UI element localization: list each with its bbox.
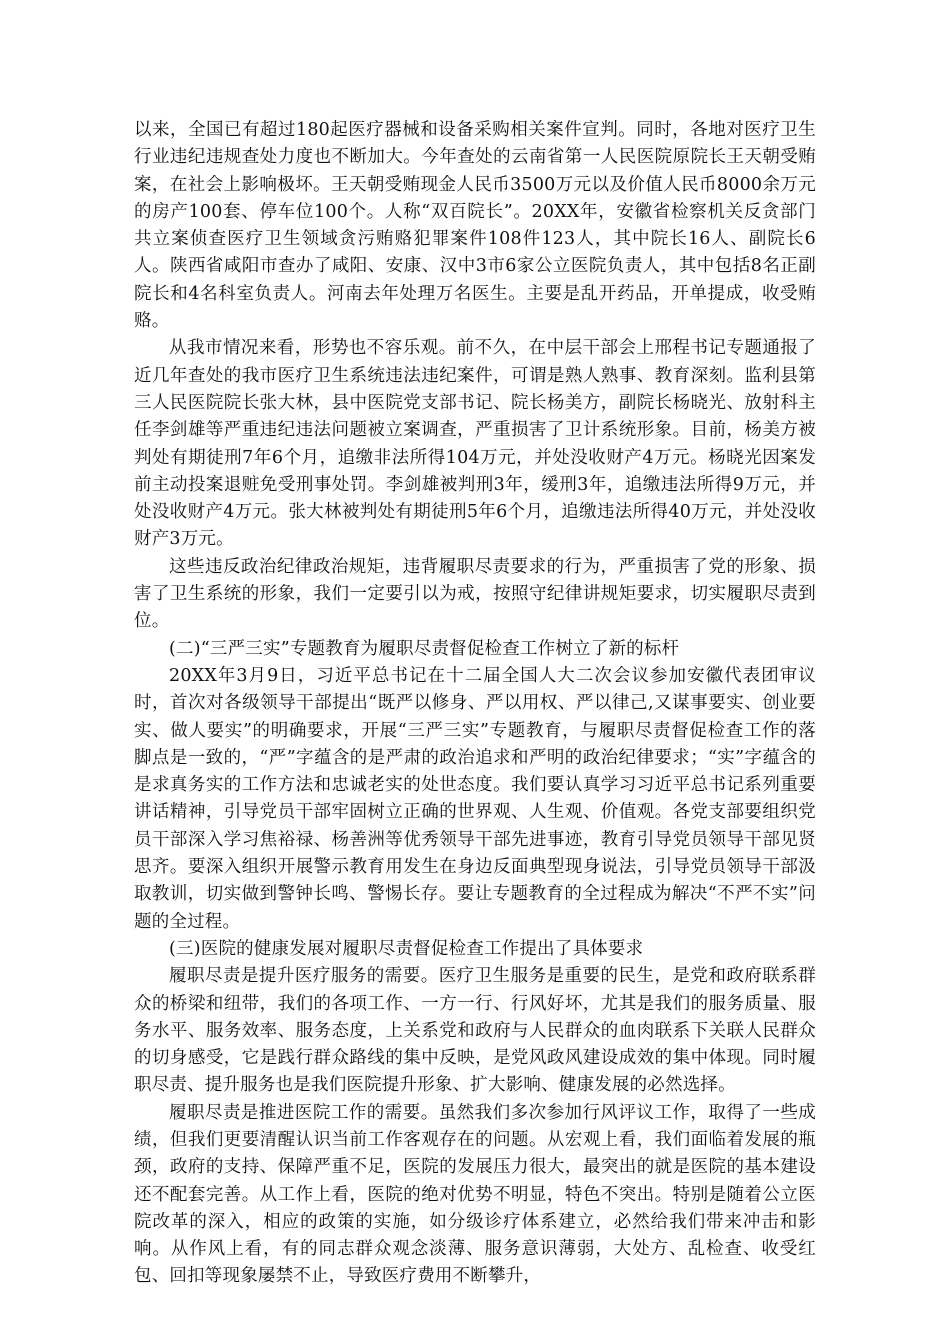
document-page — [134, 117, 816, 1291]
paragraph-medical-service: 履职尽责是提升医疗服务的需要。医疗卫生服务是重要的民生，是党和政府联系群众的桥梁和纽带，我们的各项工作、一方一行、行风好坏，尤其是我们的服务质量、服务水平、服务效率、服务态度，上关系党和政府与人民群众的血肉联系下关联人民群众的切身感受，它是践行群众路线的集中反映，是党风政风建设成效的集中体现。同时履职尽责、提升服务也是我们医院提升形象、扩大影响、健康发展的必然选择。 — [134, 966, 816, 1096]
paragraph-three-strict-three-solid: 20XX年3月9日，习近平总书记在十二届全国人大二次会议参加安徽代表团审议时，首次对各级领导干部提出“既严以修身、严以用权、严以律己,又谋事要实、创业要实、做人要实”的明确要求，开展“三严三实”专题教育，与履职尽责督促检查工作的落脚点是一致的，“严”字蕴含的是严肃的政治追求和严明的政治纪律要求；“实”字蕴含的是求真务实的工作方法和忠诚老实的处世态度。我们要认真学习习近平总书记系列重要讲话精神，引导党员干部牢固树立正确的世界观、人生观、价值观。各党支部要组织党员干部深入学习焦裕禄、杨善洲等优秀领导干部先进事迹，教育引导党员领导干部见贤思齐。要深入组织开展警示教育用发生在身边反面典型现身说法，引导党员领导干部汲取教训，切实做到警钟长鸣、警惕长存。要让专题教育的全过程成为解决“不严不实”问题的全过程。 — [134, 665, 816, 932]
section-heading-three: (三)医院的健康发展对履职尽责督促检查工作提出了具体要求 — [169, 938, 644, 959]
paragraph-local-situation: 从我市情况来看，形势也不容乐观。前不久，在中层干部会上邢程书记专题通报了近几年查处的我市医疗卫生系统违法违纪案件，可谓是熟人熟事、教育深刻。监利县第三人民医院院长张大林，县中医院党支部书记、院长杨美方，副院长杨晓光、放射科主任李剑雄等严重违纪违法问题被立案调查，严重损害了卫计系统形象。目前，杨美方被判处有期徒刑7年6个月，追缴非法所得104万元，并处没收财产4万元。杨晓光因案发前主动投案退赃免受刑事处罚。李剑雄被判刑3年，缓刑3年，追缴违法所得9万元，并处没收财产4万元。张大林被判处有期徒刑5年6个月，追缴违法所得40万元，并处没收财产3万元。 — [134, 338, 816, 550]
paragraph-hospital-work: 履职尽责是推进医院工作的需要。虽然我们多次参加行风评议工作，取得了一些成绩，但我们更要清醒认识当前工作客观存在的问题。从宏观上看，我们面临着发展的瓶颈，政府的支持、保障严重不足，医院的发展压力很大，最突出的就是医院的基本建设还不配套完善。从工作上看，医院的绝对优势不明显，特色不突出。特别是随着公立医院改革的深入，相应的政策的实施，如分级诊疗体系建立，必然给我们带来冲击和影响。从作风上看，有的同志群众观念淡薄、服务意识薄弱，大处方、乱检查、收受红包、回扣等现象屡禁不止，导致医疗费用不断攀升， — [134, 1102, 816, 1287]
paragraph-warning: 这些违反政治纪律政治规矩，违背履职尽责要求的行为，严重损害了党的形象、损害了卫生系统的形象，我们一定要引以为戒，按照守纪律讲规矩要求，切实履职尽责到位。 — [134, 556, 816, 632]
section-heading-two: (二)“三严三实”专题教育为履职尽责督促检查工作树立了新的标杆 — [169, 638, 680, 659]
paragraph-case-statistics: 以来，全国已有超过180起医疗器械和设备采购相关案件宣判。同时，各地对医疗卫生行业违纪违规查处力度也不断加大。今年查处的云南省第一人民医院原院长王天朝受贿案，在社会上影响极坏。王天朝受贿现金人民币3500万元以及价值人民币8000余万元的房产100套、停车位100个。人称“双百院长”。20XX年，安徽省检察机关反贪部门共立案侦查医疗卫生领域贪污贿赂犯罪案件108件123人，其中院长16人、副院长6人。陕西省咸阳市查办了咸阳、安康、汉中3市6家公立医院负责人，其中包括8名正副院长和4名科室负责人。河南去年处理万名医生。主要是乱开药品，开单提成，收受贿赂。 — [134, 120, 816, 332]
